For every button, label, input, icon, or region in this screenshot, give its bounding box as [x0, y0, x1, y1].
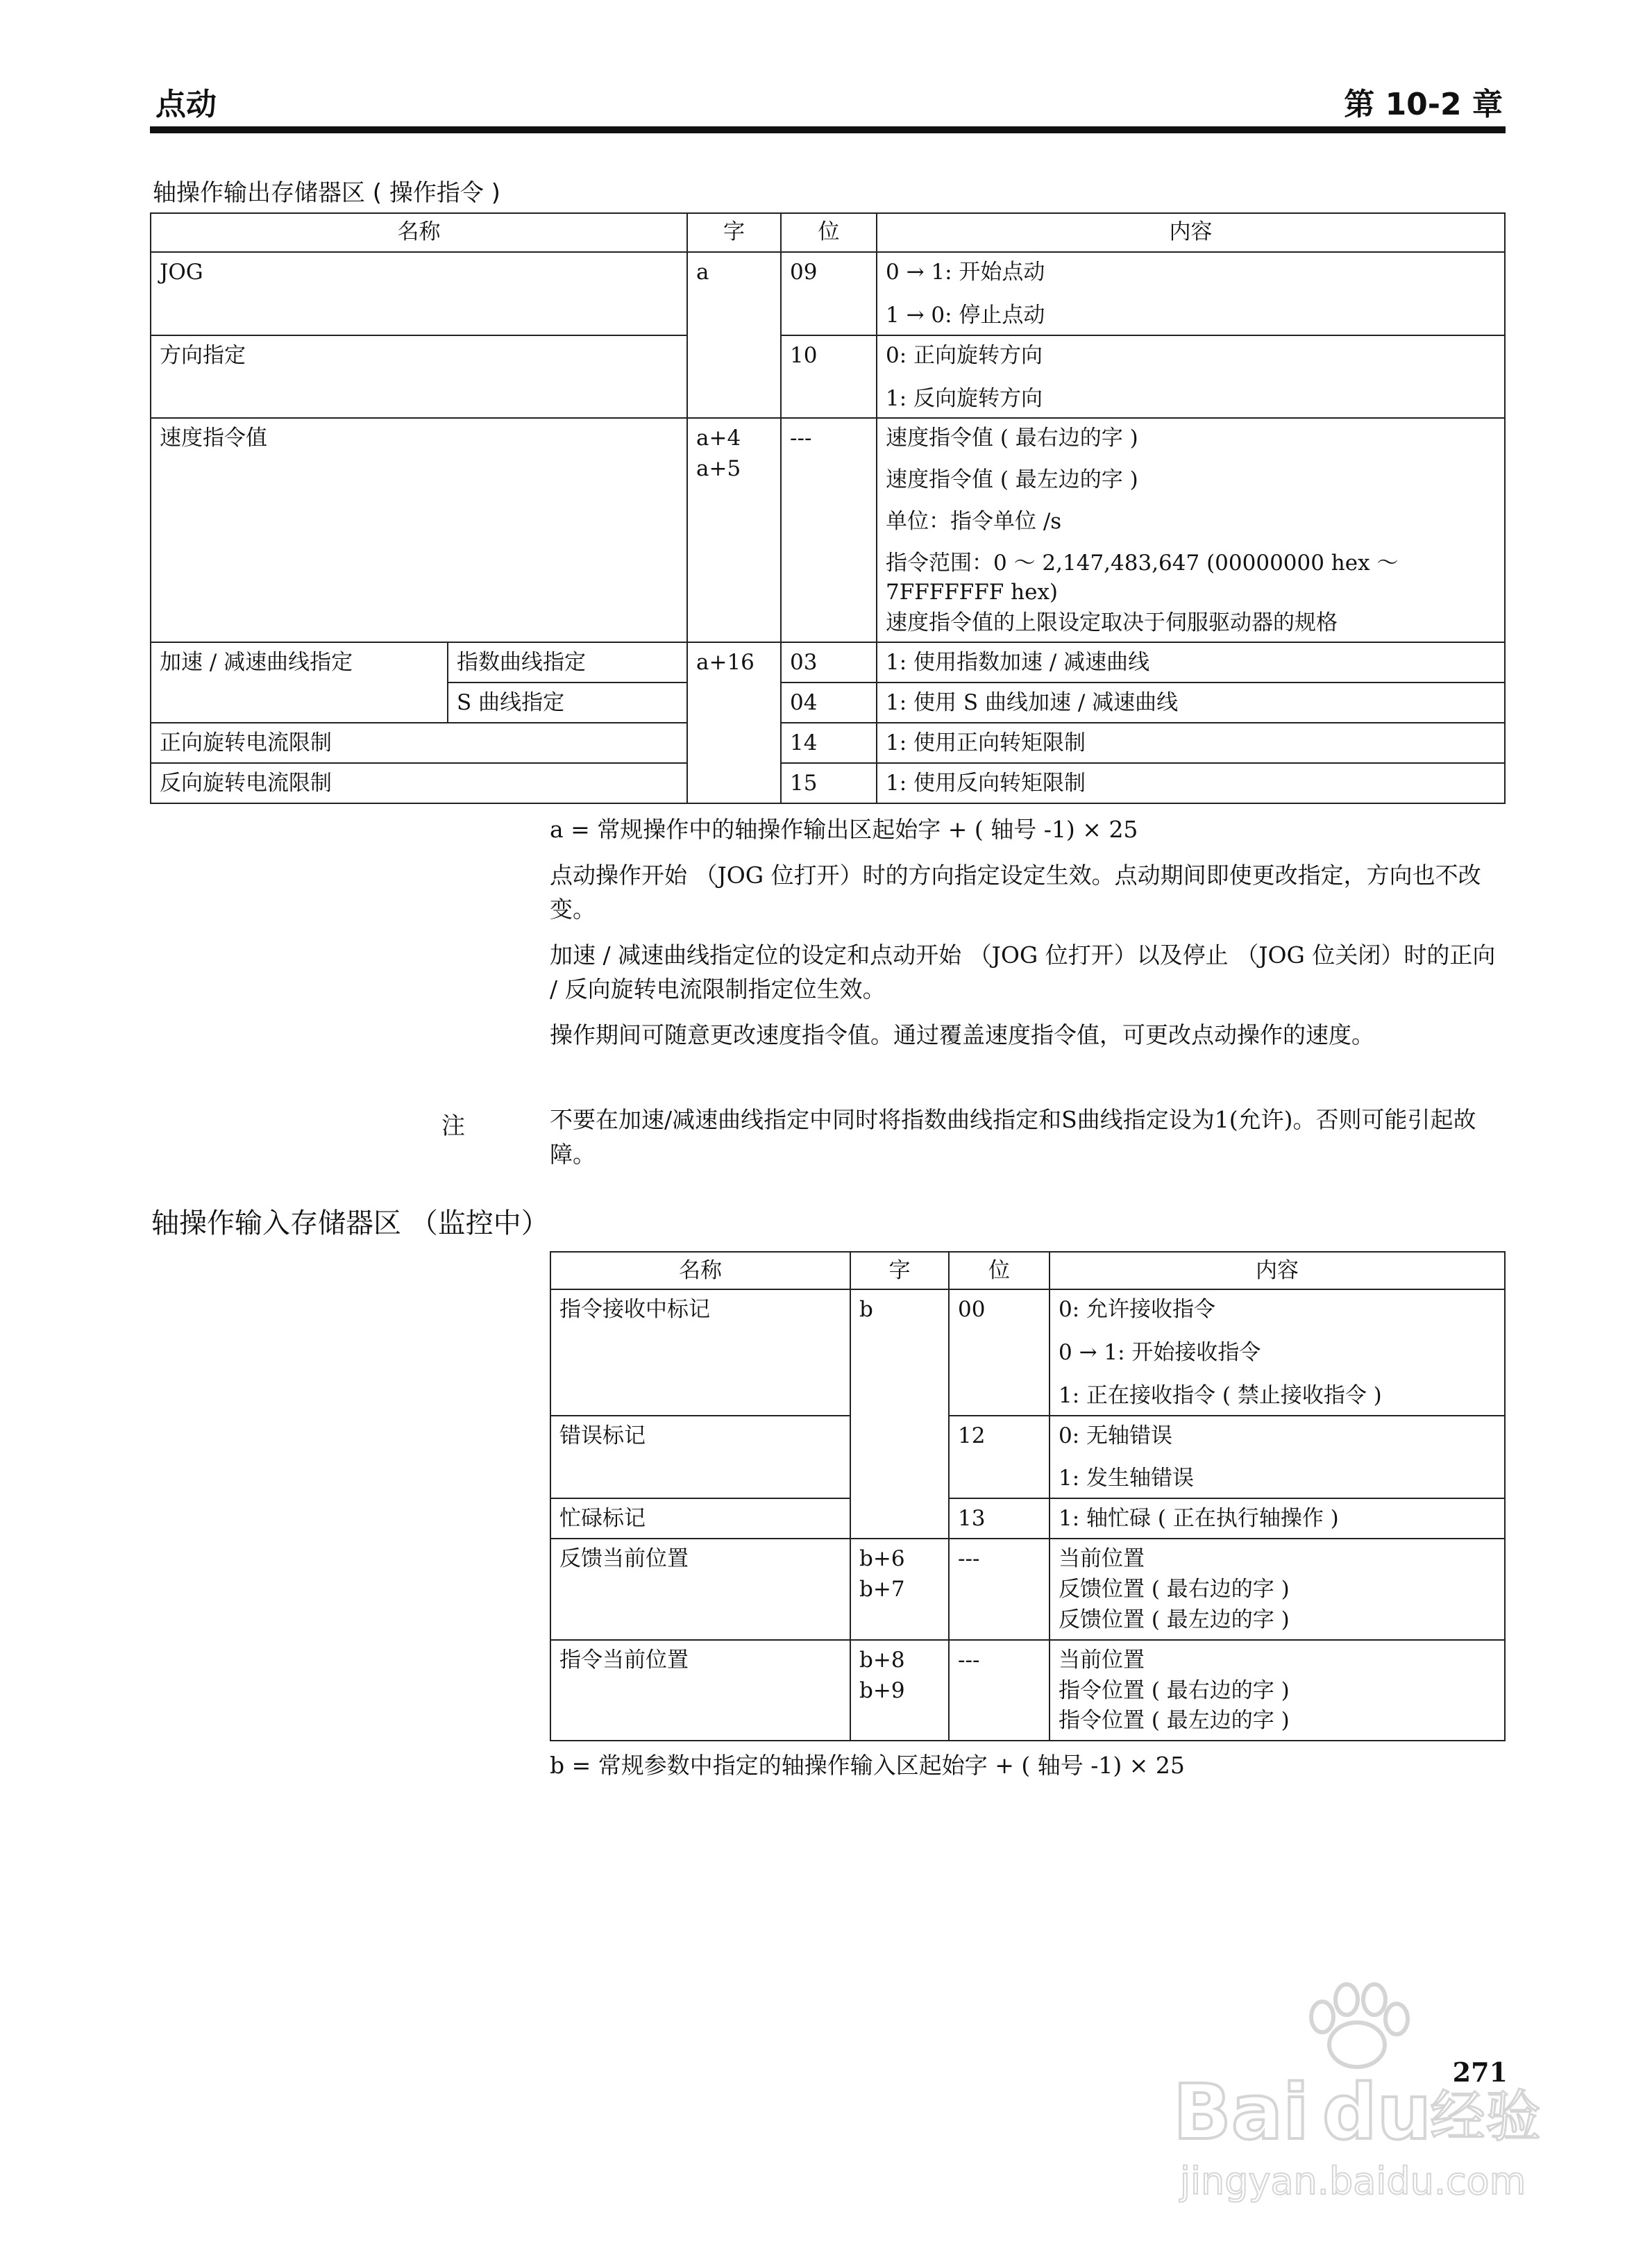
table-row-error-flag — [550, 1416, 1505, 1499]
header-content: 内容 — [877, 213, 1505, 252]
row-word: b — [859, 1297, 873, 1322]
table-header-row — [151, 213, 1505, 252]
row-bit: 14 — [790, 730, 818, 756]
header-word: 字 — [687, 213, 781, 252]
row-word: b+7 — [859, 1577, 905, 1602]
header-bit: 位 — [781, 213, 877, 252]
row-word: a+5 — [696, 456, 741, 482]
row-bit: 12 — [958, 1423, 986, 1448]
row-bit: --- — [958, 1647, 980, 1673]
row-content-line: 0 → 1: 开始点动 — [886, 260, 1045, 285]
note-paragraph: 加速 / 减速曲线指定位的设定和点动开始 （JOG 位打开）以及停止 （JOG 位关闭）时的正向 / 反向旋转电流限制指定位生效。 — [550, 941, 1496, 1003]
table-row-direction — [151, 335, 1505, 419]
input-area-title: 轴操作输入存储器区 （监控中） — [151, 1207, 549, 1239]
output-area-table — [150, 212, 1506, 804]
row-bit: 09 — [790, 260, 818, 285]
row-content-line: 1: 使用反向转矩限制 — [886, 771, 1086, 796]
row-subname: S 曲线指定 — [457, 690, 565, 716]
header-bit: 位 — [949, 1252, 1050, 1289]
output-area-title: 轴操作输出存储器区 ( 操作指令 ) — [153, 179, 500, 207]
header-name: 名称 — [550, 1252, 850, 1289]
row-content-line: 单位：指令单位 /s — [886, 509, 1062, 535]
row-content-line: 速度指令值 ( 最左边的字 ) — [886, 467, 1138, 493]
row-word: b+6 — [859, 1546, 905, 1572]
row-content-line: 1: 发生轴错误 — [1059, 1466, 1195, 1491]
row-content-line: 指令位置 ( 最左边的字 ) — [1059, 1708, 1290, 1734]
input-area-table — [550, 1251, 1506, 1741]
note-paragraph: 点动操作开始 （JOG 位打开）时的方向指定设定生效。点动期间即使更改指定，方向也不改变。 — [550, 861, 1481, 923]
row-name: 方向指定 — [160, 342, 246, 368]
row-content-line: 1: 使用 S 曲线加速 / 减速曲线 — [886, 690, 1179, 716]
note-paragraph: 操作期间可随意更改速度指令值。通过覆盖速度指令值，可更改点动操作的速度。 — [550, 1021, 1374, 1048]
row-content-line: 1: 正在接收指令 ( 禁止接收指令 ) — [1059, 1382, 1382, 1408]
row-name: 指令当前位置 — [559, 1647, 689, 1673]
table-row-fwd-limit — [151, 723, 1505, 763]
table-row-accel-exp — [151, 642, 1505, 683]
header-word: 字 — [850, 1252, 949, 1289]
header-content: 内容 — [1050, 1252, 1505, 1289]
row-bit: 04 — [790, 690, 818, 716]
row-bit: 10 — [790, 342, 818, 368]
svg-text:du: du — [1322, 2068, 1432, 2157]
row-word: b+8 — [859, 1647, 905, 1673]
row-content-line: 1: 轴忙碌 ( 正在执行轴操作 ) — [1059, 1506, 1339, 1532]
row-content-line: 1: 使用指数加速 / 减速曲线 — [886, 650, 1150, 676]
row-content-line: 1 → 0: 停止点动 — [886, 302, 1045, 328]
row-content-line: 反馈位置 ( 最右边的字 ) — [1059, 1577, 1290, 1602]
row-name: 忙碌标记 — [559, 1506, 646, 1532]
row-name: 指令接收中标记 — [559, 1297, 710, 1322]
row-word: b+9 — [859, 1677, 905, 1703]
table-header-row — [550, 1252, 1505, 1289]
row-name: 加速 / 减速曲线指定 — [160, 650, 353, 676]
row-name: 错误标记 — [559, 1423, 646, 1448]
note-paragraph: a = 常规操作中的轴操作输出区起始字 + ( 轴号 -1) × 25 — [550, 816, 1138, 843]
row-name: 反向旋转电流限制 — [160, 771, 332, 796]
row-name: 反馈当前位置 — [559, 1546, 689, 1572]
section-title: 点动 — [155, 87, 217, 122]
table-row-feedback-pos — [550, 1539, 1505, 1640]
svg-text:Bai: Bai — [1173, 2068, 1309, 2157]
row-content-line: 0: 正向旋转方向 — [886, 342, 1043, 368]
row-subname: 指数曲线指定 — [457, 650, 586, 676]
row-content-line: 反馈位置 ( 最左边的字 ) — [1059, 1607, 1290, 1632]
row-content-line: 0: 无轴错误 — [1059, 1423, 1173, 1448]
row-name: 速度指令值 — [160, 426, 267, 451]
warning-label: 注 — [441, 1112, 465, 1140]
page-header — [150, 75, 1506, 133]
row-bit: 13 — [958, 1506, 986, 1532]
row-bit: 03 — [790, 650, 818, 676]
table-row-rev-limit — [151, 763, 1505, 803]
table-row-jog — [151, 252, 1505, 335]
page-number: 271 — [1452, 2057, 1508, 2088]
row-content-line: 当前位置 — [1059, 1647, 1145, 1673]
warning-text: 不要在加速/减速曲线指定中同时将指数曲线指定和S曲线指定设为1(允许)。否则可能引起故障。 — [550, 1106, 1476, 1168]
row-content-line: 0 → 1: 开始接收指令 — [1059, 1339, 1261, 1365]
header-rule — [150, 126, 1506, 133]
row-word: a — [696, 260, 709, 285]
row-bit: 00 — [958, 1297, 986, 1322]
row-content-line: 速度指令值 ( 最右边的字 ) — [886, 426, 1138, 451]
table-row-command-pos — [550, 1640, 1505, 1741]
table-row-cmd-flag — [550, 1289, 1505, 1416]
svg-text:jingyan.baidu.com: jingyan.baidu.com — [1180, 2159, 1526, 2203]
row-content-line: 0: 允许接收指令 — [1059, 1297, 1216, 1322]
row-bit: 15 — [790, 771, 818, 796]
row-content-line: 指令范围：0 ～ 2,147,483,647 (00000000 hex ～ 7FFFFFFF hex) — [886, 550, 1399, 605]
row-word: a+16 — [696, 650, 755, 676]
baidu-jingyan-watermark — [1173, 1979, 1548, 2208]
table-row-speed — [151, 418, 1505, 642]
row-content-line: 1: 使用正向转矩限制 — [886, 730, 1086, 756]
input-area-notes — [550, 1748, 1508, 1794]
row-word: a+4 — [696, 426, 741, 451]
table-row-busy-flag — [550, 1498, 1505, 1539]
note-paragraph: b = 常规参数中指定的轴操作输入区起始字 + ( 轴号 -1) × 25 — [550, 1752, 1185, 1779]
row-content-line: 1: 反向旋转方向 — [886, 385, 1043, 411]
row-name: JOG — [160, 260, 203, 285]
output-area-notes — [550, 812, 1508, 1063]
row-content-line: 当前位置 — [1059, 1546, 1145, 1572]
svg-text:经验: 经验 — [1430, 2084, 1541, 2149]
row-name: 正向旋转电流限制 — [160, 730, 332, 756]
row-content-line: 速度指令值的上限设定取决于伺服驱动器的规格 — [886, 610, 1338, 635]
header-name: 名称 — [151, 213, 687, 252]
row-content-line: 指令位置 ( 最右边的字 ) — [1059, 1677, 1290, 1703]
chapter-label: 第 10-2 章 — [1344, 87, 1503, 122]
row-bit: --- — [790, 426, 812, 451]
row-bit: --- — [958, 1546, 980, 1572]
